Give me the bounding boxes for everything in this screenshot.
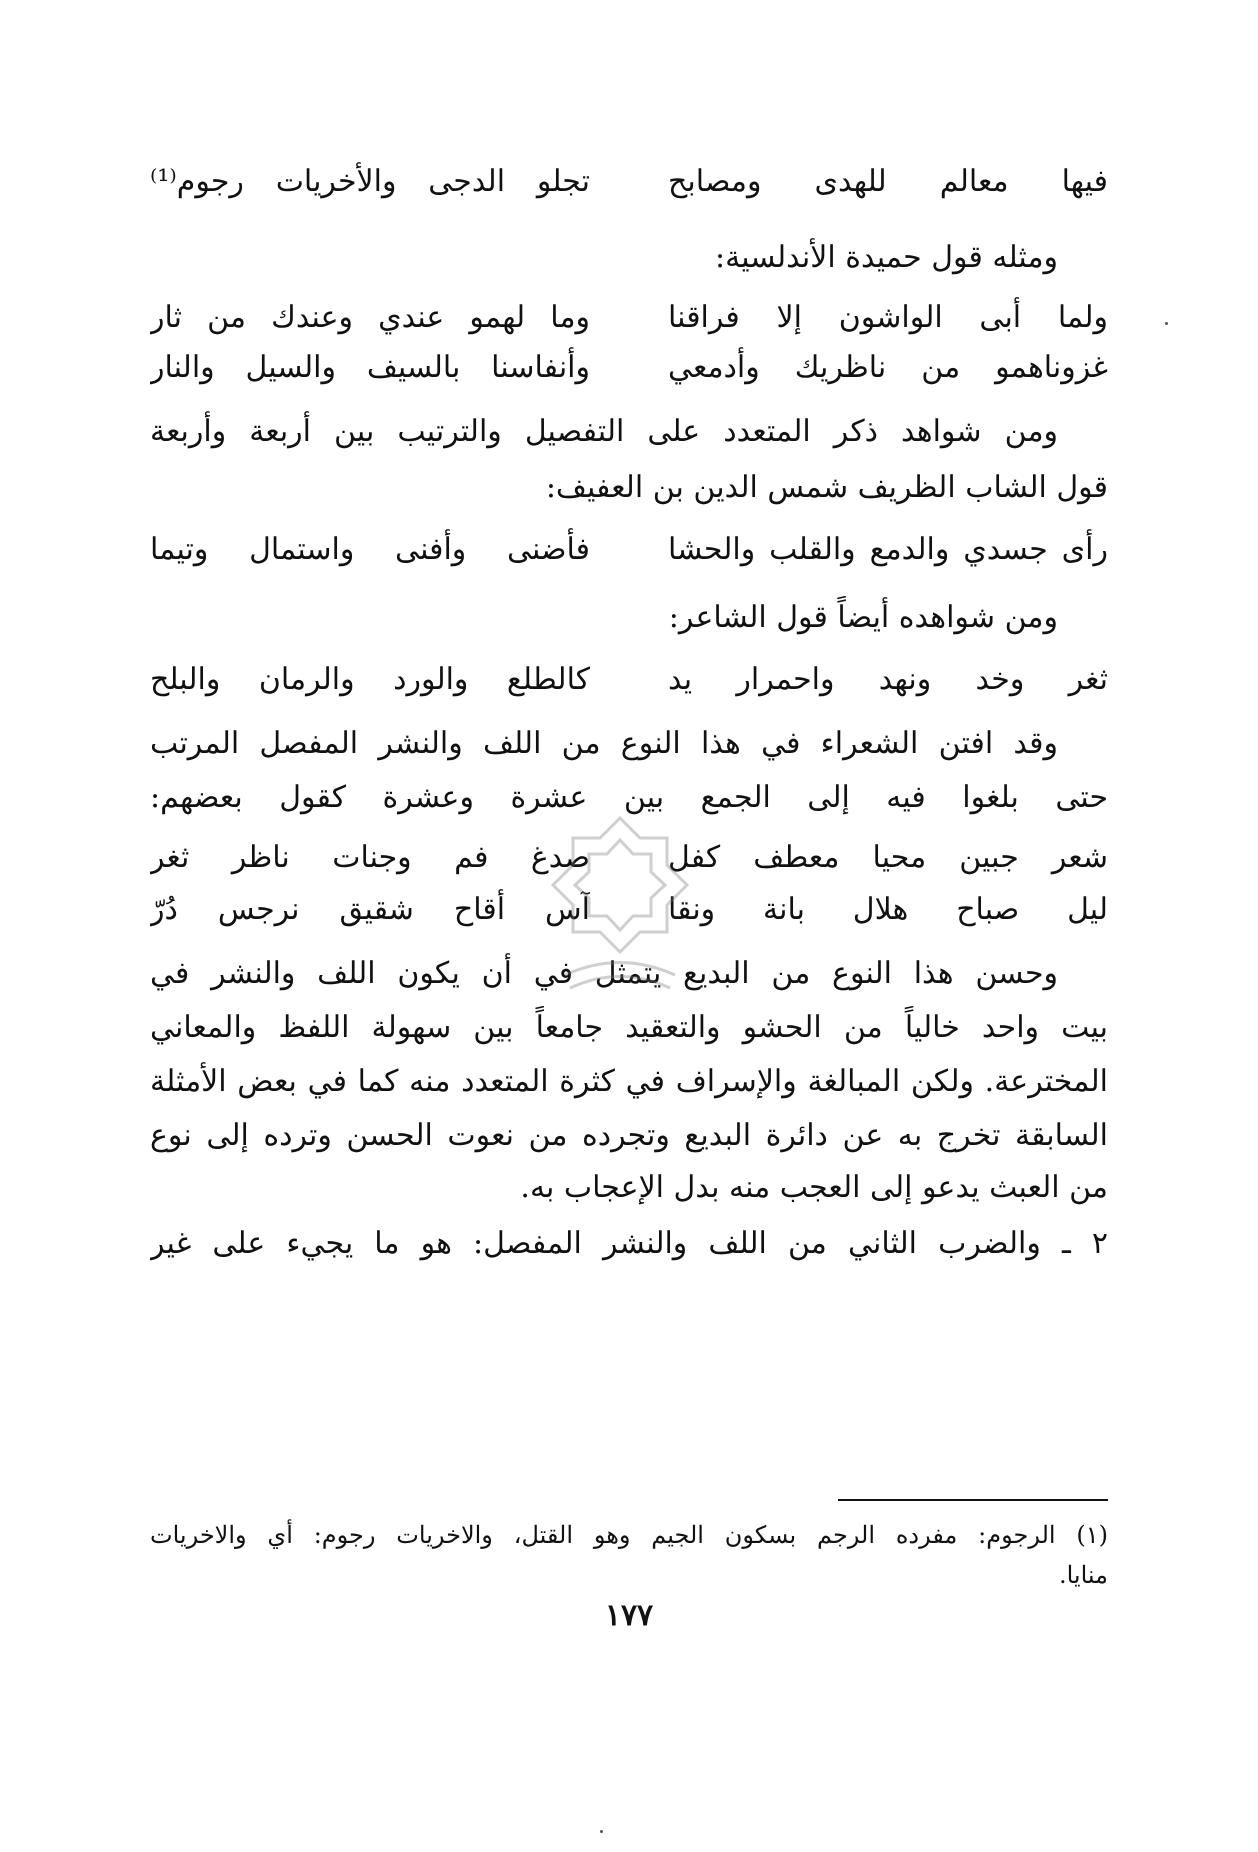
prose-line: ومن شواهد ذكر المتعدد على التفصيل والترتيب بين أربعة وأربعة: [150, 414, 1058, 449]
verse-4-second-hemistich: فأضنى وأفنى واستمال وتيما: [150, 532, 590, 567]
prose-line: ومثله قول حميدة الأندلسية:: [715, 240, 1058, 275]
verse-5-first-hemistich: ثغر وخد ونهد واحمرار يد: [668, 662, 1108, 697]
verse-1-second-hemistich: تجلو الدجى والأخريات رجوم⁽¹⁾: [150, 164, 590, 199]
prose-line: حتى بلغوا فيه إلى الجمع بين عشرة وعشرة كقول بعضهم:: [150, 780, 1108, 815]
prose-line: وحسن هذا النوع من البديع يتمثل في أن يكون اللف والنشر في: [150, 956, 1058, 991]
prose-line: وقد افتن الشعراء في هذا النوع من اللف والنشر المفصل المرتب: [150, 726, 1058, 761]
verse-1-first-hemistich: فيها معالم للهدى ومصابح: [668, 164, 1108, 199]
verse-3-first-hemistich: غزوناهمو من ناظريك وأدمعي: [668, 350, 1108, 385]
prose-line: المخترعة. ولكن المبالغة والإسراف في كثرة المتعدد منه كما في بعض الأمثلة: [150, 1064, 1108, 1099]
footnote-divider: [838, 1499, 1108, 1501]
verse-6-second-hemistich: صدغ فم وجنات ناظر ثغر: [150, 840, 590, 875]
verse-2: [150, 296, 1108, 340]
verse-5-second-hemistich: كالطلع والورد والرمان والبلح: [150, 662, 590, 697]
prose-line: بيت واحد خالياً من الحشو والتعقيد جامعاً بين سهولة اللفظ والمعاني: [150, 1010, 1108, 1045]
verse-4: [150, 528, 1108, 572]
prose-line: السابقة تخرج به عن دائرة البديع وتجرده من نعوت الحسن وترده إلى نوع: [150, 1118, 1108, 1153]
verse-1: [150, 160, 1108, 204]
verse-2-first-hemistich: ولما أبى الواشون إلا فراقنا: [668, 300, 1108, 335]
scan-speck: [1165, 322, 1168, 325]
scan-speck: [600, 1830, 603, 1833]
verse-6-first-hemistich: شعر جبين محيا معطف كفل: [668, 840, 1108, 875]
verse-4-first-hemistich: رأى جسدي والدمع والقلب والحشا: [668, 532, 1108, 567]
verse-7: [150, 888, 1108, 932]
prose-line: من العبث يدعو إلى العجب منه بدل الإعجاب به.: [520, 1170, 1108, 1205]
verse-7-first-hemistich: ليل صباح هلال بانة ونقا: [668, 892, 1108, 927]
prose-line: ومن شواهده أيضاً قول الشاعر:: [668, 600, 1058, 635]
verse-5: [150, 658, 1108, 702]
prose-line: ٢ ـ والضرب الثاني من اللف والنشر المفصل: هو ما يجيء على غير: [150, 1226, 1108, 1261]
footnote-line: (١) الرجوم: مفرده الرجم بسكون الجيم وهو القتل، والاخريات رجوم: أي والاخريات: [150, 1521, 1108, 1549]
footnote-line: منايا.: [1058, 1561, 1108, 1589]
verse-3: [150, 346, 1108, 390]
verse-6: [150, 836, 1108, 880]
verse-2-second-hemistich: وما لهمو عندي وعندك من ثار: [150, 300, 590, 335]
verse-7-second-hemistich: آس أقاح شقيق نرجس دُرّ: [150, 892, 590, 927]
prose-line: قول الشاب الظريف شمس الدين بن العفيف:: [545, 470, 1108, 505]
page-number: ١٧٧: [604, 1598, 654, 1633]
verse-3-second-hemistich: وأنفاسنا بالسيف والسيل والنار: [150, 350, 590, 385]
